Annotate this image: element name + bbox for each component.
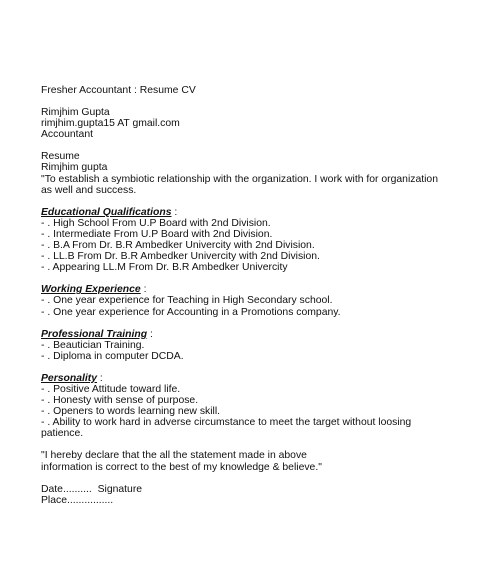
section-heading [41,207,451,218]
list-item: - . Appearing LL.M From Dr. B.R Ambedker Univercity [41,262,288,274]
spacer [41,140,451,151]
list-item: - . One year experience for Teaching in High Secondary school. [41,295,333,307]
list-item: - . LL.B From Dr. B.R Ambedker Univercity with 2nd Division. [41,251,320,263]
date-signature-line: Date.......... Signature [41,483,143,495]
list-item: - . High School From U.P Board with 2nd Division. [41,217,271,229]
list-item: - . Diploma in computer DCDA. [41,350,184,362]
place-line: Place................ [41,494,114,506]
declaration-line: "I hereby declare that the all the statement made in above [41,450,307,462]
list-item: - . One year experience for Accounting in a Promotions company. [41,306,341,318]
document-title: Fresher Accountant : Resume CV [41,85,196,96]
spacer [41,362,451,373]
section-heading-colon: : [147,328,153,340]
section-heading-text: Professional Training [41,328,148,340]
spacer [41,96,451,107]
spacer [41,273,451,284]
spacer [41,473,451,484]
section-heading [41,329,451,340]
section-heading-colon: : [140,284,147,296]
contact-email: rimjhim.gupta15 AT gmail.com [41,118,180,130]
list-item: - . Beautician Training. [41,339,145,351]
intro-name: Rimjhim gupta [41,162,108,174]
section-heading [41,373,451,384]
spacer [41,439,451,450]
section-experience [41,284,451,317]
list-item: - . Openers to words learning new skill. [41,406,221,418]
list-item: - . Honesty with sense of purpose. [41,395,199,407]
list-item: - . Intermediate From U.P Board with 2nd Division. [41,228,273,240]
spacer [41,318,451,329]
list-item: - . B.A From Dr. B.R Ambedker Univercity with 2nd Division. [41,240,315,252]
section-heading-text: Working Experience [41,284,141,296]
section-training [41,329,451,362]
contact-role: Accountant [41,129,93,141]
list-item: - . Positive Attitude toward life. [41,383,181,395]
signoff-block [41,484,451,506]
section-heading-text: Personality [41,372,98,384]
declaration-block [41,450,451,472]
intro-block [41,151,451,195]
contact-name: Rimjhim Gupta [41,107,110,119]
section-personality [41,373,451,440]
objective-text: "To establish a symbiotic relationship with the organization. I work with for organization as well and success. [41,173,438,196]
resume-label: Resume [41,151,80,163]
list-item: - . Ability to work hard in adverse circumstance to meet the target without loosing patience. [41,417,415,440]
section-education [41,207,451,274]
spacer [41,196,451,207]
section-heading-text: Educational Qualifications [41,206,172,218]
section-heading-colon: : [97,372,103,384]
declaration-line: information is correct to the best of my knowledge & believe." [41,461,322,473]
resume-document [41,85,451,506]
section-heading-colon: : [171,206,178,218]
section-heading [41,284,451,295]
contact-block [41,107,451,140]
